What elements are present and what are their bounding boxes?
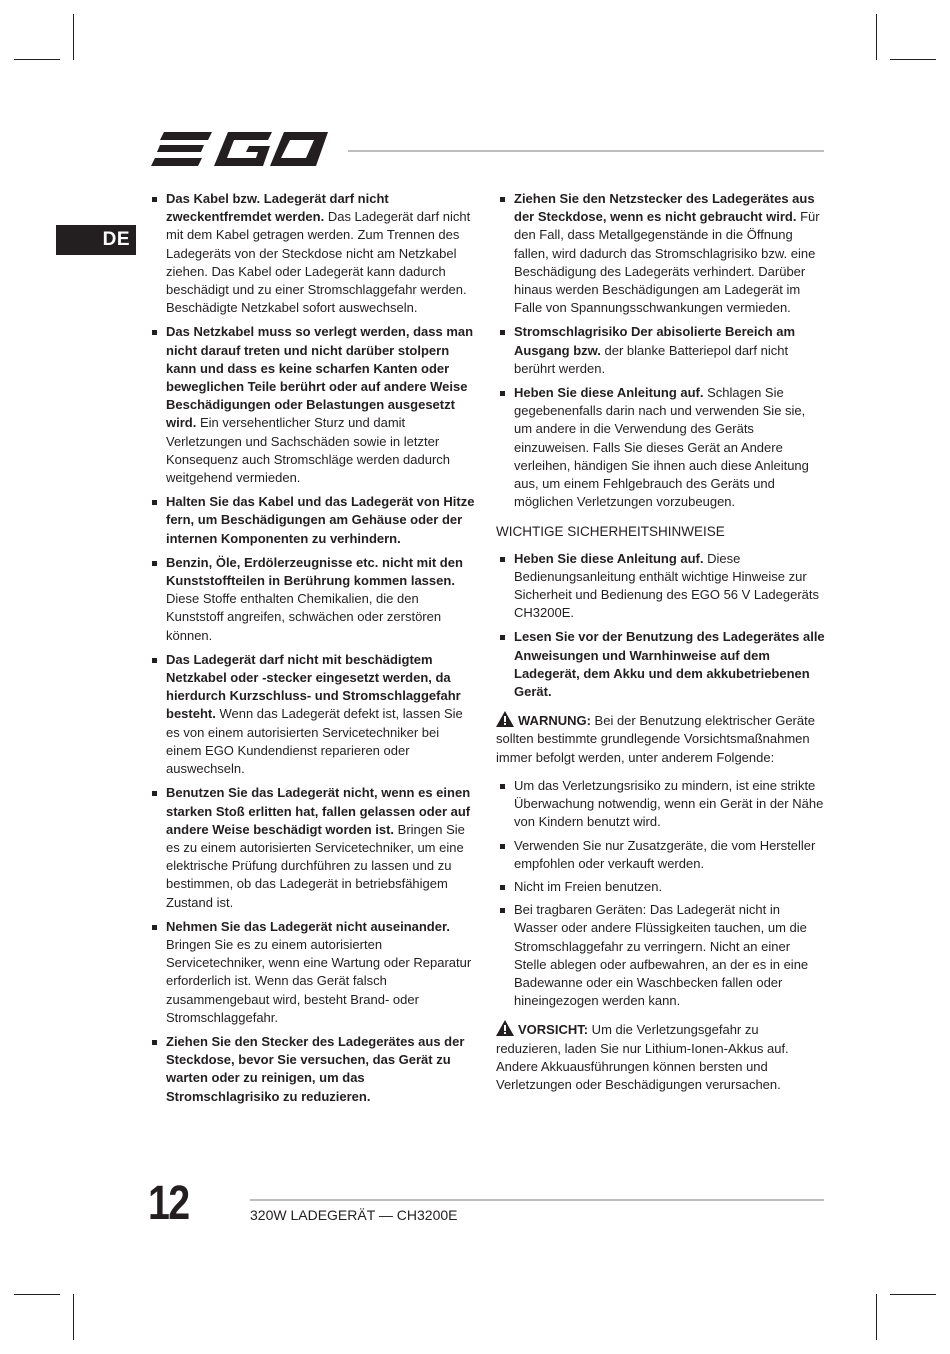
item-bold-text: Das Netzkabel muss so verlegt werden, dass man nicht darauf treten und nicht darüber stolpern kann und dass es keine scharfen Kanten oder beweglichen Teile berührt oder auf andere Weise Beschädigungen oder Belastungen ausgesetzt wird. bbox=[166, 324, 474, 431]
left-safety-list bbox=[148, 190, 478, 1106]
item-bold-text: Benutzen Sie das Ladegerät nicht, wenn es einen starken Stoß erlitten hat, fallen gelassen oder auf andere Weise beschädigt worden ist. bbox=[166, 785, 471, 837]
item-text: Wenn das Ladegerät defekt ist, lassen Sie es von einem autorisierten Servicetechniker bei einem EGO Kundendienst reparieren oder auswechseln. bbox=[166, 706, 463, 777]
warning-text: Bei der Benutzung elektrischer Geräte sollten bestimmte grundlegende Vorsichtsmaßnahmen immer befolgt werden, unter anderem Folgende: bbox=[496, 713, 815, 765]
list-item bbox=[496, 901, 826, 1010]
list-item bbox=[496, 837, 826, 873]
item-bold-text: Halten Sie das Kabel und das Ladegerät von Hitze fern, um Beschädigungen am Gehäuse oder der internen Komponenten zu verhindern. bbox=[166, 494, 475, 546]
warning-triangle-icon bbox=[496, 1020, 514, 1036]
crop-mark bbox=[876, 14, 877, 60]
warning-block bbox=[496, 711, 826, 767]
item-bold-text: Stromschlagrisiko Der abisolierte Bereich am Ausgang bzw. bbox=[514, 324, 796, 358]
list-item bbox=[496, 323, 826, 378]
crop-mark bbox=[890, 1294, 936, 1295]
page-number: 12 bbox=[148, 1177, 189, 1230]
list-item bbox=[148, 190, 478, 317]
item-text: Diese Stoffe enthalten Chemikalien, die den Kunststoff angreifen, schwächen oder zerstören können. bbox=[166, 591, 442, 643]
item-text: Für den Fall, dass Metallgegenstände in die Öffnung fallen, wird dadurch das Stromschlagrisiko bzw. eine Beschädigung des Ladegeräts verhindert. Darüber hinaus werden Beschädigungen am Ladegerät im Falle von Spannungsschwankungen vermieden. bbox=[514, 209, 820, 316]
list-item bbox=[496, 777, 826, 832]
left-column bbox=[148, 190, 478, 1112]
list-item bbox=[148, 918, 478, 1027]
item-text: Um das Verletzungsrisiko zu mindern, ist eine strikte Überwachung notwendig, wenn ein Gerät in der Nähe von Kindern benutzt wird. bbox=[514, 777, 824, 830]
crop-mark bbox=[73, 14, 74, 60]
right-column bbox=[496, 190, 826, 1104]
item-bold-text: Heben Sie diese Anleitung auf. bbox=[514, 385, 704, 401]
section-heading: WICHTIGE SICHERHEITSHINWEISE bbox=[496, 524, 725, 540]
caution-label: VORSICHT: bbox=[518, 1022, 589, 1038]
list-item bbox=[148, 493, 478, 548]
list-item bbox=[496, 550, 826, 623]
item-text: Bringen Sie es zu einem autorisierten Servicetechniker, wenn eine Wartung oder Reparatur erforderlich ist. Wenn das Gerät falsch zusammengebaut wird, besteht Brand- oder Stromschlaggefahr. bbox=[166, 936, 472, 1025]
list-item bbox=[148, 1033, 478, 1106]
item-bold-text: Ziehen Sie den Netzstecker des Ladegerätes aus der Steckdose, wenn es nicht gebraucht wird. bbox=[514, 191, 815, 225]
item-bold-text: Das Kabel bzw. Ladegerät darf nicht zweckentfremdet werden. bbox=[166, 191, 389, 225]
item-text: Diese Bedienungsanleitung enthält wichtige Hinweise zur Sicherheit und Bedienung des EGO 56 V Ladegeräts CH3200E. bbox=[514, 550, 819, 621]
item-bold-text: Benzin, Öle, Erdölerzeugnisse etc. nicht mit den Kunststoffteilen in Berührung kommen lassen. bbox=[166, 554, 463, 589]
item-text: Das Ladegerät darf nicht mit dem Kabel getragen werden. Zum Trennen des Ladegeräts von der Steckdose nicht am Netzkabel ziehen. Das Kabel oder Ladegerät kann dadurch beschädigt und zu einer Stromschlaggefahr werden. Beschädigte Netzkabel sofort auswechseln. bbox=[166, 209, 471, 316]
crop-mark bbox=[890, 59, 936, 60]
list-item bbox=[496, 190, 826, 317]
item-text: Schlagen Sie gegebenenfalls darin nach und verwenden Sie sie, um andere in die Verwendung des Geräts einzuweisen. Falls Sie dieses Gerät an Andere verleihen, händigen Sie ihnen auch diese Anleitung aus, um einem Fehlgebrauch des Geräts und möglichen Verletzungen vorzubeugen. bbox=[514, 385, 809, 510]
caution-text: Um die Verletzungsgefahr zu reduzieren, laden Sie nur Lithium-Ionen-Akkus auf. Andere Akkuausführungen können bersten und Verletzungen oder Beschädigungen verursachen. bbox=[496, 1022, 789, 1092]
item-text: Nicht im Freien benutzen. bbox=[514, 878, 663, 894]
crop-mark bbox=[876, 1294, 877, 1340]
crop-mark bbox=[73, 1294, 74, 1340]
item-text: Ein versehentlicher Sturz und damit Verletzungen und Sachschäden sowie in letzter Konsequenz auch Stromschläge werden dadurch weitgehend vermieden. bbox=[166, 415, 451, 486]
ego-logo bbox=[150, 128, 330, 170]
item-text: Bringen Sie es zu einem autorisierten Servicetechniker, um eine elektrische Prüfung durchführen zu lassen und zu bestimmen, ob das Ladegerät in betriebsfähigem Zustand ist. bbox=[166, 821, 465, 910]
language-tab: DE bbox=[56, 225, 136, 255]
list-item bbox=[496, 878, 826, 896]
list-item bbox=[148, 554, 478, 645]
list-item bbox=[148, 323, 478, 487]
crop-mark bbox=[14, 59, 60, 60]
header-rule bbox=[348, 150, 824, 152]
list-item bbox=[148, 784, 478, 911]
item-text: Verwenden Sie nur Zusatzgeräte, die vom Hersteller empfohlen oder verkauft werden. bbox=[514, 837, 816, 871]
list-item bbox=[496, 384, 826, 511]
item-bold-text: Heben Sie diese Anleitung auf. bbox=[514, 550, 704, 566]
item-bold-text: Das Ladegerät darf nicht mit beschädigtem Netzkabel oder -stecker eingesetzt werden, da hierdurch Kurzschluss- und Stromschlaggefahr besteht. bbox=[166, 651, 461, 722]
list-item bbox=[148, 651, 478, 778]
item-bold-text: Nehmen Sie das Ladegerät nicht auseinander. bbox=[166, 918, 450, 934]
item-bold-text: Ziehen Sie den Stecker des Ladegerätes aus der Steckdose, bevor Sie versuchen, das Gerät zu warten oder zu reinigen, um das Stromschlagrisiko zu reduzieren. bbox=[166, 1033, 465, 1104]
item-bold-text: Lesen Sie vor der Benutzung des Ladegerätes alle Anweisungen und Warnhinweise auf dem Ladegerät, dem Akku und dem akkubetriebenen Gerät. bbox=[514, 629, 825, 700]
warning-label: WARNUNG: bbox=[518, 713, 591, 729]
item-text: Bei tragbaren Geräten: Das Ladegerät nicht in Wasser oder andere Flüssigkeiten tauchen, um die Stromschlaggefahr zu verringern. Nicht an einer Stelle ablegen oder aufbewahren, an der es in eine Badewanne oder ein Waschbecken fallen oder hineingezogen werden kann. bbox=[514, 902, 809, 1009]
warning-triangle-icon bbox=[496, 711, 514, 727]
right-safety-list bbox=[496, 190, 826, 511]
crop-mark bbox=[14, 1294, 60, 1295]
caution-block bbox=[496, 1020, 826, 1094]
item-text: der blanke Batteriepol darf nicht berührt werden. bbox=[514, 342, 789, 376]
warning-list bbox=[496, 777, 826, 1010]
section-list bbox=[496, 550, 826, 702]
footer-title: 320W LADEGERÄT — CH3200E bbox=[250, 1207, 458, 1223]
list-item bbox=[496, 628, 826, 701]
footer-rule bbox=[250, 1199, 824, 1201]
